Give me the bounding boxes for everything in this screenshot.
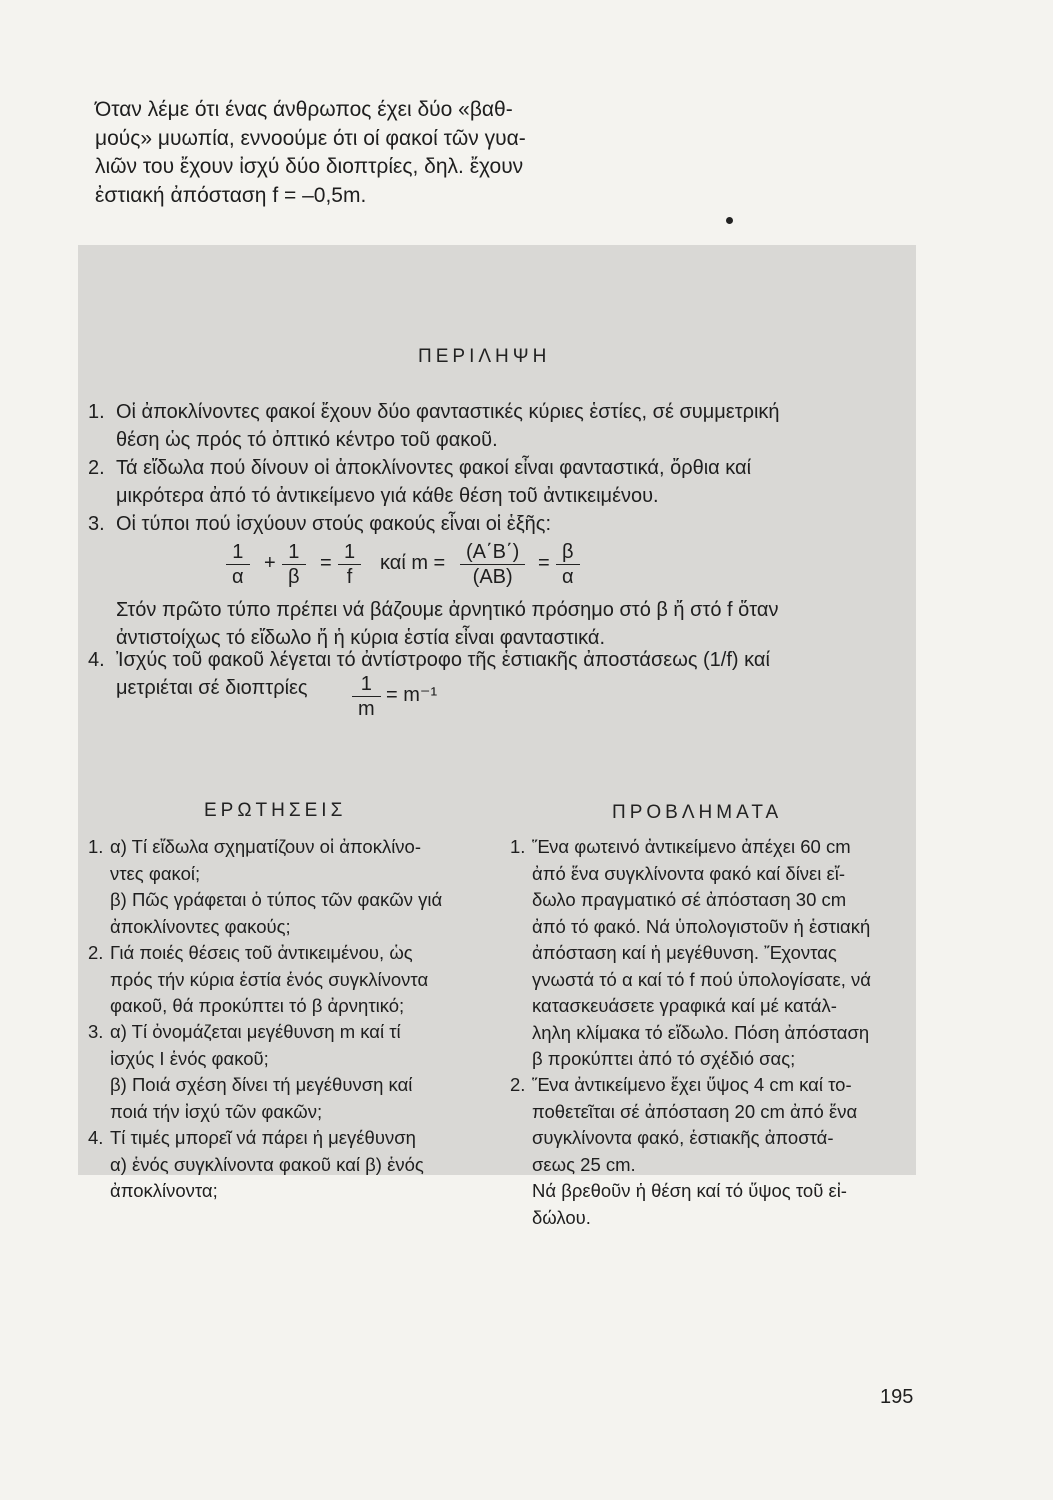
item-number: 4.: [88, 649, 105, 671]
fraction-beta-over-alpha: $\frac{\beta}{\alpha}$: [556, 540, 580, 589]
intro-line: λιῶν του ἔχουν ἰσχύ δύο διοπτρίες, δηλ. ἔχουν: [95, 155, 524, 178]
power-unit: = m⁻¹: [386, 684, 438, 706]
item-text: μικρότερα ἀπό τό ἀντικείμενο γιά κάθε θέση τοῦ ἀντικειμένου.: [116, 485, 659, 507]
item-text: Τά εἴδωλα πού δίνουν οἱ ἀποκλίνοντες φακοί εἶναι φανταστικά, ὄρθια καί: [116, 457, 752, 479]
problem-1: 1. Ἕνα φωτεινό ἀντικείμενο ἀπέχει 60 cm ἀπό ἕνα συγκλίνοντα φακό καί δίνει εἴ- δωλο πραγματικό σέ ἀπόσταση 30 cm ἀπό τό φακό. Νά ὑπολογιστοῦν ἡ ἑστιακή ἀπόσταση καί ἡ μεγέθυνση. Ἔχοντας γνωστά τό α καί τό f πού ὑπολογίσατε, νά κατασκευάσετε γραφικά καί μέ κατάλ- ληλη κλίμακα τό εἴδωλο. Πόση ἀπόσταση β προκύπτει ἀπό τό σχέδιό σας;: [510, 836, 871, 1069]
fraction-1-over-f: $\frac{1}{f}$: [338, 540, 361, 589]
question-4: 4. Τί τιμές μπορεῖ νά πάρει ἡ μεγέθυνση α) ἑνός συγκλίνοντα φακοῦ καί β) ἑνός ἀποκλίνοντα;: [88, 1127, 424, 1201]
intro-line: ἐστιακή ἀπόσταση f = –0,5m.: [95, 183, 367, 207]
item-number: 1.: [88, 401, 105, 423]
item-number: 3.: [88, 513, 105, 535]
note-line: ἀντιστοίχως τό εἴδωλο ἤ ἡ κύρια ἑστία εἶναι φανταστικά.: [116, 627, 606, 649]
item-text: Ἰσχύς τοῦ φακοῦ λέγεται τό ἀντίστροφο τῆς ἑστιακῆς ἀποστάσεως (1/f) καί: [116, 649, 770, 671]
fraction-1-over-beta: $\frac{1}{\beta}$: [282, 540, 306, 589]
question-3: 3. α) Τί ὀνομάζεται μεγέθυνση m καί τί ἰσχύς Ι ἑνός φακοῦ; β) Ποιά σχέση δίνει τή μεγέθυνση καί ποιά τήν ἰσχύ τῶν φακῶν;: [88, 1021, 413, 1122]
item-text: θέση ὡς πρός τό ὀπτικό κέντρο τοῦ φακοῦ.: [116, 429, 498, 451]
note-line: Στόν πρῶτο τύπο πρέπει νά βάζουμε ἀρνητικό πρόσημο στό β ἤ στό f ὅταν: [116, 599, 779, 621]
question-1: 1. α) Τί εἴδωλα σχηματίζουν οἱ ἀποκλίνο- ντες φακοί; β) Πῶς γράφεται ὁ τύπος τῶν φακῶν γιά ἀποκλίνοντες φακούς;: [88, 836, 443, 937]
intro-paragraph: [95, 96, 595, 210]
intro-line: Όταν λέμε ότι ένας άνθρωπος έχει δύο «βαθ-: [95, 98, 513, 121]
problem-2: 2. Ἕνα ἀντικείμενο ἔχει ὕψος 4 cm καί το- ποθετεῖται σέ ἀπόσταση 20 cm ἀπό ἕνα συγκλίνοντα φακό, ἑστιακῆς ἀποστά- σεως 25 cm. Νά βρεθοῦν ἡ θέση καί τό ὕψος τοῦ εἰ- δώλου.: [510, 1074, 858, 1228]
problems-title: ΠΡΟΒΛΗΜΑΤΑ: [612, 802, 783, 823]
item-text: μετριέται σέ διοπτρίες: [116, 677, 308, 699]
question-2: 2. Γιά ποιές θέσεις τοῦ ἀντικειμένου, ὡς πρός τήν κύρια ἑστία ἑνός συγκλίνοντα φακοῦ, θά προκύπτει τό β ἀρνητικό;: [88, 942, 429, 1016]
page-number: 195: [880, 1386, 914, 1408]
summary-item-1: [88, 398, 780, 454]
plus-sign: +: [264, 552, 276, 574]
summary-item-2: [88, 454, 751, 510]
magnification-label: καί m =: [380, 552, 446, 574]
item-number: 2.: [88, 457, 105, 479]
equals-sign: =: [538, 552, 550, 574]
questions-title: ΕΡΩΤΗΣΕΙΣ: [204, 800, 347, 821]
item-text: Οἱ τύποι πού ἰσχύουν στούς φακούς εἶναι οἱ ἑξῆς:: [116, 513, 551, 535]
fraction-image-over-object: $\frac{(A΄B΄)}{(AB)}$: [460, 540, 525, 589]
summary-item-3: [88, 510, 551, 538]
sign-note: [116, 596, 778, 652]
fraction-1-over-m: $\frac{1}{m}$: [352, 672, 381, 721]
ink-dot: [726, 217, 733, 224]
fraction-1-over-alpha: $\frac{1}{\alpha}$: [226, 540, 250, 589]
equals-sign: =: [320, 552, 332, 574]
summary-title: ΠΕΡΙΛΗΨΗ: [418, 346, 551, 367]
intro-line: μούς» μυωπία, εννοούμε ότι οί φακοί τῶν γυα-: [95, 126, 526, 150]
item-text: Οἱ ἀποκλίνοντες φακοί ἔχουν δύο φανταστικές κύριες ἑστίες, σέ συμμετρική: [116, 401, 780, 423]
